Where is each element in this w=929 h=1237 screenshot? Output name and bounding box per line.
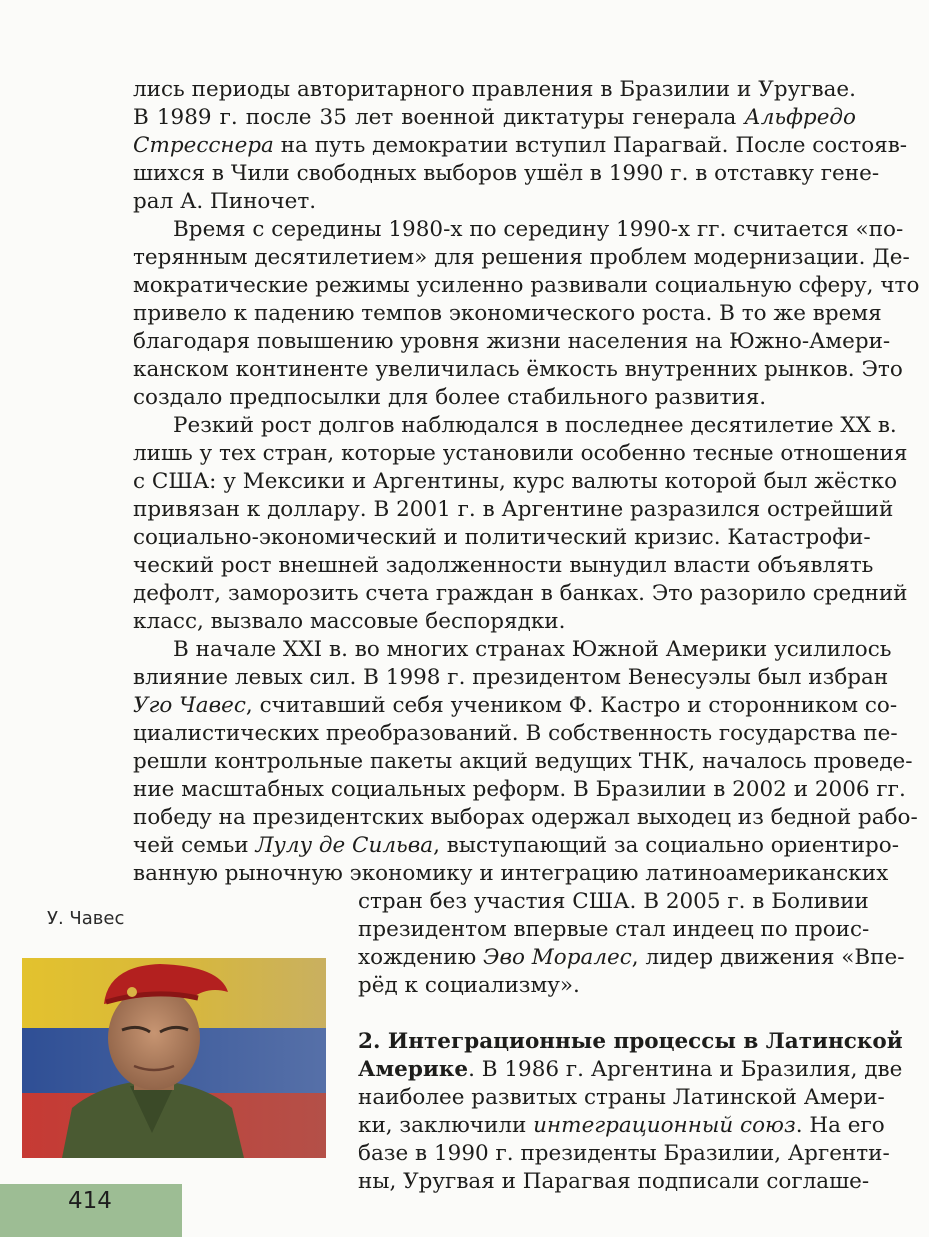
text-line: ние масштабных социальных реформ. В Бразилии в 2002 и 2006 гг. [133, 777, 906, 802]
text-line: победу на президентских выборах одержал выходец из бедной рабо- [133, 805, 918, 830]
text-line: решли контрольные пакеты акций ведущих ТНК, началось проведе- [133, 749, 913, 774]
text-line: класс, вызвало массовые беспорядки. [133, 609, 566, 634]
text-line: Уго Чавес, считавший себя учеником Ф. Кастро и сторонником со- [133, 693, 898, 718]
text-line: терянным десятилетием» для решения проблем модернизации. Де- [133, 245, 910, 270]
text-line: канском континенте увеличилась ёмкость внутренних рынков. Это [133, 357, 903, 382]
text-line: наиболее развитых страны Латинской Амери- [358, 1085, 885, 1110]
photo-caption: У. Чавес [47, 908, 125, 929]
text-line: Время с середины 1980-х по середину 1990-х гг. считается «по- [173, 217, 904, 242]
text-line: стран без участия США. В 2005 г. в Боливии [358, 889, 869, 914]
text-line: ки, заключили интеграционный союз. На его [358, 1113, 885, 1138]
text-line: В начале XXI в. во многих странах Южной Америки усилилось [173, 637, 892, 662]
text-line: циалистических преобразований. В собственность государства пе- [133, 721, 898, 746]
text-line: рал А. Пиночет. [133, 189, 317, 214]
text-line: чей семьи Лулу де Сильва, выступающий за социально ориентиро- [133, 833, 900, 858]
text-line: привязан к доллару. В 2001 г. в Аргентине разразился острейший [133, 497, 894, 522]
text-line: создало предпосылки для более стабильного развития. [133, 385, 767, 410]
section-heading: 2. Интеграционные процессы в Латинской [358, 1029, 903, 1054]
text-line: рёд к социализму». [358, 973, 580, 998]
text-line: базе в 1990 г. президенты Бразилии, Аргенти- [358, 1141, 890, 1166]
text-line: Стресснера на путь демократии вступил Парагвай. После состояв- [133, 133, 908, 158]
text-line: В 1989 г. после 35 лет военной диктатуры генерала Альфредо [133, 105, 856, 130]
text-line: ванную рыночную экономику и интеграцию латиноамериканских [133, 861, 889, 886]
text-line: дефолт, заморозить счета граждан в банках. Это разорило средний [133, 581, 908, 606]
text-line: лишь у тех стран, которые установили особенно тесные отношения [133, 441, 908, 466]
text-line: хождению Эво Моралес, лидер движения «Впе- [358, 945, 905, 970]
text-line: мократические режимы усиленно развивали социальную сферу, что [133, 273, 920, 298]
text-line: ны, Уругвая и Парагвая подписали соглаше- [358, 1169, 870, 1194]
text-line: с США: у Мексики и Аргентины, курс валюты которой был жёстко [133, 469, 898, 494]
text-line: президентом впервые стал индеец по проис- [358, 917, 870, 942]
text-line: привело к падению темпов экономического роста. В то же время [133, 301, 882, 326]
text-line: Америке. В 1986 г. Аргентина и Бразилия, две [358, 1057, 903, 1082]
text-line: благодаря повышению уровня жизни населения на Южно-Амери- [133, 329, 891, 354]
text-line: влияние левых сил. В 1998 г. президентом Венесуэлы был избран [133, 665, 889, 690]
portrait-photo [22, 958, 326, 1158]
text-line: ческий рост внешней задолженности вынудил власти объявлять [133, 553, 874, 578]
text-line: шихся в Чили свободных выборов ушёл в 1990 г. в отставку гене- [133, 161, 880, 186]
text-line: лись периоды авторитарного правления в Бразилии и Уругвае. [133, 77, 856, 102]
text-line: Резкий рост долгов наблюдался в последнее десятилетие XX в. [173, 413, 897, 438]
page-number: 414 [68, 1188, 112, 1214]
text-line: социально-экономический и политический кризис. Катастрофи- [133, 525, 871, 550]
